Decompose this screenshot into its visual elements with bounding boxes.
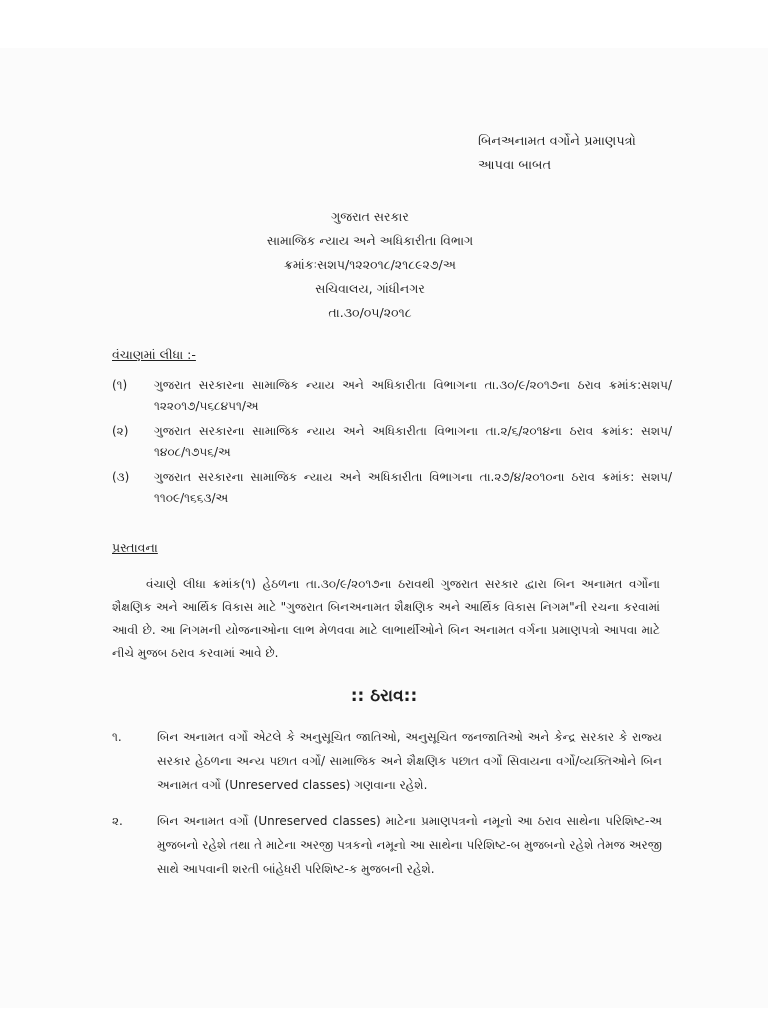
reference-text: ગુજરાત સરકારના સામાજિક ન્યાય અને અધિકારીતા વિભાગના તા.૨/૬/૨૦૧૪ના ઠરાવ ક્રમાંક: સશપ/૧૪૦૮/૧૭૫૬/અ bbox=[154, 424, 672, 459]
department-name: સામાજિક ન્યાય અને અધિકારીતા વિભાગ bbox=[266, 233, 474, 248]
references-list bbox=[112, 375, 672, 513]
resolution-item bbox=[112, 725, 662, 797]
resolution-number: ૨. bbox=[112, 814, 123, 828]
resolution-title: :: ઠરાવ:: bbox=[350, 686, 418, 706]
reference-number: (૧) bbox=[112, 378, 128, 392]
resolution-text: બિન અનામત વર્ગો એટલે કે અનુસૂચિત જાતિઓ, અનુસૂચિત જનજાતિઓ અને કેન્દ્ર સરકાર કે રાજ્ય સરકાર હેઠળના અન્ય પછાત વર્ગો/ સામાજિક અને શૈક્ષણિક પછાત વર્ગો સિવાયના વર્ગો/વ્યક્તિઓને બિન અનામત વર્ગો (Unreserved classes) ગણવાના રહેશે. bbox=[157, 730, 662, 792]
reference-text: ગુજરાત સરકારના સામાજિક ન્યાય અને અધિકારીતા વિભાગના તા.૩૦/૯/૨૦૧૭ના ઠરાવ ક્રમાંક:સશપ/૧૨૨૦૧૭/૫૬૮૪૫૧/અ bbox=[154, 378, 672, 413]
document-header bbox=[220, 205, 520, 325]
office-location: સચિવાલય, ગાંધીનગર bbox=[315, 281, 425, 296]
references-title: વંચાણમાં લીધા :- bbox=[112, 347, 196, 362]
reference-item bbox=[112, 375, 672, 417]
subject-line-2: આપવા બાબત bbox=[478, 158, 552, 173]
reference-item bbox=[112, 421, 672, 463]
subject-block bbox=[478, 130, 636, 178]
reference-number: (૨) bbox=[112, 424, 129, 438]
resolution-number: ૧. bbox=[112, 730, 122, 744]
order-number: ક્રમાંકઃસશપ/૧૨૨૦૧૮/૨૧૮૯૨૭/અ bbox=[284, 257, 456, 272]
government-name: ગુજરાત સરકાર bbox=[331, 209, 409, 224]
reference-text: ગુજરાત સરકારના સામાજિક ન્યાય અને અધિકારીતા વિભાગના તા.૨૭/૪/૨૦૧૦ના ઠરાવ ક્રમાંક: સશપ/૧૧૦૯/૧૬૬૩/અ bbox=[154, 470, 672, 505]
resolution-item bbox=[112, 809, 662, 881]
resolution-text: બિન અનામત વર્ગો (Unreserved classes) માટેના પ્રમાણપત્રનો નમૂનો આ ઠરાવ સાથેના પરિશિષ્ટ-અ મુજબનો રહેશે તથા તે માટેના અરજી પત્રકનો નમૂનો આ સાથેના પરિશિષ્ટ-બ મુજબનો રહેશે તેમજ અરજી સાથે આપવાની શરતી બાંહેધરી પરિશિષ્ટ-ક મુજબની રહેશે. bbox=[157, 814, 662, 876]
reference-item bbox=[112, 467, 672, 509]
resolution-list bbox=[112, 725, 662, 893]
reference-number: (૩) bbox=[112, 470, 130, 484]
order-date: તા.૩૦/૦૫/૨૦૧૮ bbox=[328, 305, 412, 320]
preamble-text: વંચાણે લીધા ક્રમાંક(૧) હેઠળના તા.૩૦/૯/૨૦૧૭ના ઠરાવથી ગુજરાત સરકાર દ્વારા બિન અનામત વર્ગોના શૈક્ષણિક અને આર્થિક વિકાસ માટે "ગુજરાત બિનઅનામત શૈક્ષણિક અને આર્થિક વિકાસ નિગમ"ની રચના કરવામાં આવી છે. આ નિગમની યોજનાઓના લાભ મેળવવા માટે લાભાર્થીઓને બિન અનામત વર્ગના પ્રમાણપત્રો આપવા માટે નીચે મુજબ ઠરાવ કરવામાં આવે છે. bbox=[112, 577, 660, 660]
preamble-title: પ્રસ્તાવના bbox=[112, 540, 158, 555]
subject-line-1: બિનઅનામત વર્ગોને પ્રમાણપત્રો bbox=[478, 134, 636, 149]
